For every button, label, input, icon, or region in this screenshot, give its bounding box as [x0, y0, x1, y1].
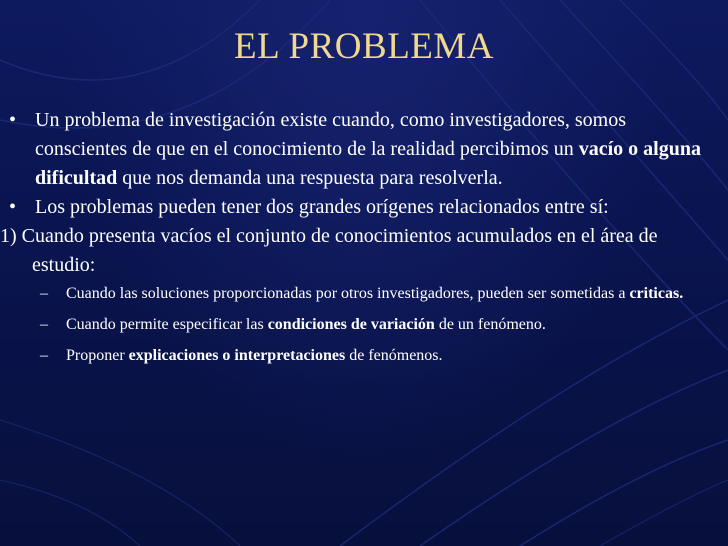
slide-body [0, 106, 728, 375]
slide-title: EL PROBLEMA [233, 26, 495, 67]
bullet-bold-text: vacío o alguna dificultad [35, 138, 701, 189]
bullet-origins [0, 193, 728, 222]
bullet-definition [0, 106, 728, 193]
dash-marker: – [40, 285, 48, 302]
sub-text: Cuando las soluciones proporcionadas por otros investigadores, pueden ser sometidas a [66, 285, 630, 302]
dash-marker: – [40, 347, 48, 364]
bullet-marker: • [9, 196, 17, 218]
sub-bold-text: condiciones de variación [267, 316, 435, 333]
sub-text-end: de un fenómeno. [434, 316, 546, 333]
sub-text: Cuando permite especificar las [66, 316, 268, 333]
sub-text-end: de fenómenos. [345, 347, 443, 364]
sub-item [0, 313, 728, 336]
sub-text: Proponer [66, 347, 129, 364]
numbered-item-1: 1) Cuando presenta vacíos el conjunto de conocimientos acumulados en el área de estudio: [0, 225, 658, 276]
sub-item [0, 282, 728, 305]
bullet-text-end: que nos demanda una respuesta para resolverla. [117, 167, 503, 189]
sub-bold-text: criticas. [629, 285, 684, 302]
sub-item [0, 344, 728, 367]
sub-list [0, 282, 728, 367]
bullet-text: Un problema de investigación existe cuando, como investigadores, somos conscientes de que en el conocimiento de la realidad percibimos un [35, 109, 626, 160]
dash-marker: – [40, 316, 48, 333]
sub-bold-text: explicaciones o interpretaciones [128, 347, 346, 364]
bullet-text: Los problemas pueden tener dos grandes orígenes relacionados entre sí: [35, 196, 609, 218]
bullet-marker: • [9, 109, 17, 131]
